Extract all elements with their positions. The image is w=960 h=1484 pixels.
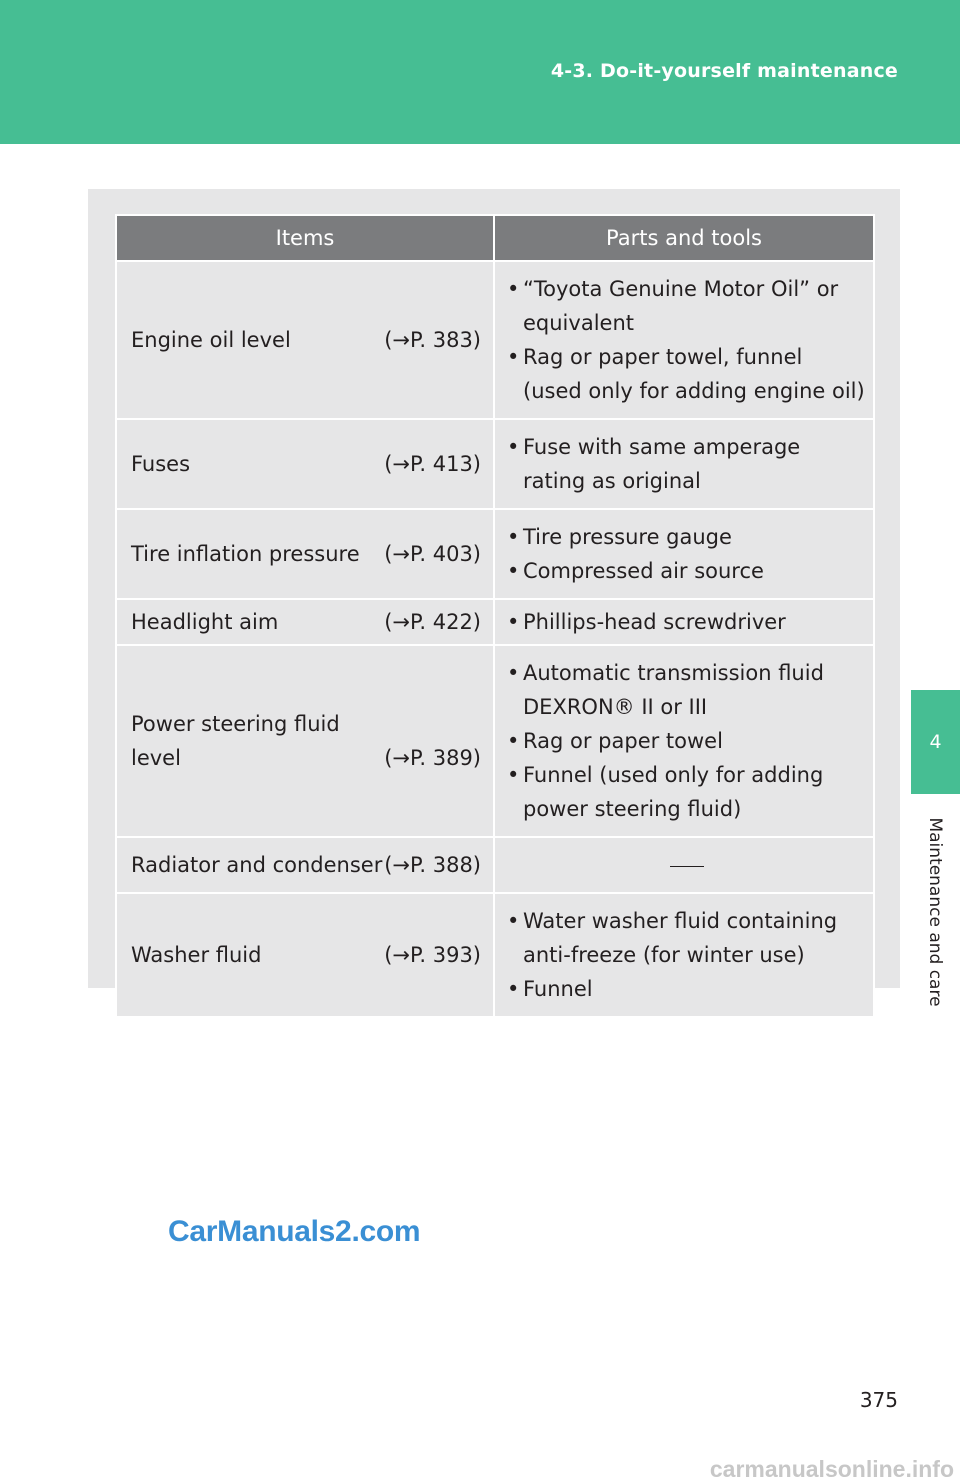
tool-item: • Rag or paper towel xyxy=(507,729,723,753)
tools-cell xyxy=(494,509,874,599)
item-cell xyxy=(116,645,494,837)
tools-cell xyxy=(494,599,874,645)
tools-cell xyxy=(494,261,874,419)
section-title: 4-3. Do-it-yourself maintenance xyxy=(550,60,898,82)
table-row xyxy=(116,645,874,837)
tool-item: • Funnel (used only for adding power steering fluid) xyxy=(507,763,824,821)
item-name: Power steering fluid level xyxy=(131,712,340,770)
page-reference: (→P. 403) xyxy=(384,542,481,566)
page-reference: (→P. 393) xyxy=(384,943,481,967)
item-name: Washer fluid xyxy=(131,943,262,967)
table-row xyxy=(116,893,874,1017)
table-row xyxy=(116,419,874,509)
chapter-number: 4 xyxy=(929,731,942,753)
tool-item: • Phillips-head screwdriver xyxy=(507,610,786,634)
table-row xyxy=(116,509,874,599)
tool-item: • Rag or paper towel, funnel (used only for adding engine oil) xyxy=(507,345,865,403)
item-cell xyxy=(116,893,494,1017)
page-reference: (→P. 413) xyxy=(384,452,481,476)
tools-cell-empty xyxy=(494,837,874,893)
tool-item: • Tire pressure gauge xyxy=(507,525,732,549)
tool-item: • Funnel xyxy=(507,977,593,1001)
chapter-tab xyxy=(911,690,960,794)
item-cell xyxy=(116,419,494,509)
tool-item: • “Toyota Genuine Motor Oil” or equivalent xyxy=(507,277,839,335)
item-cell xyxy=(116,599,494,645)
item-name: Radiator and condenser xyxy=(131,853,383,877)
page-reference: (→P. 383) xyxy=(384,328,481,352)
tool-item: • Compressed air source xyxy=(507,559,764,583)
tools-cell xyxy=(494,419,874,509)
page-reference: (→P. 388) xyxy=(384,853,481,877)
watermark-url: carmanualsonline.info xyxy=(709,1456,954,1482)
maintenance-table xyxy=(115,214,875,1018)
column-header-tools: Parts and tools xyxy=(494,215,874,261)
item-name: Headlight aim xyxy=(131,610,279,634)
watermark-logo: CarManuals2.com xyxy=(168,1215,421,1248)
column-header-items: Items xyxy=(116,215,494,261)
item-name: Fuses xyxy=(131,452,191,476)
item-cell xyxy=(116,837,494,893)
table-header-row xyxy=(116,215,874,261)
item-name: Engine oil level xyxy=(131,328,291,352)
item-cell xyxy=(116,509,494,599)
tool-item: • Water washer fluid containing anti-freeze (for winter use) xyxy=(507,909,838,967)
tool-item: • Fuse with same amperage rating as original xyxy=(507,435,801,493)
item-cell xyxy=(116,261,494,419)
em-dash xyxy=(670,866,704,867)
page-reference: (→P. 422) xyxy=(384,610,481,634)
chapter-label: Maintenance and care xyxy=(925,817,945,1007)
tool-item: • Automatic transmission fluid DEXRON® II or III xyxy=(507,661,824,719)
tools-cell xyxy=(494,645,874,837)
table-row xyxy=(116,599,874,645)
item-name: Tire inflation pressure xyxy=(131,542,360,566)
table-row xyxy=(116,261,874,419)
page-reference: (→P. 389) xyxy=(384,746,481,770)
table-row xyxy=(116,837,874,893)
page-number: 375 xyxy=(859,1388,898,1412)
tools-cell xyxy=(494,893,874,1017)
